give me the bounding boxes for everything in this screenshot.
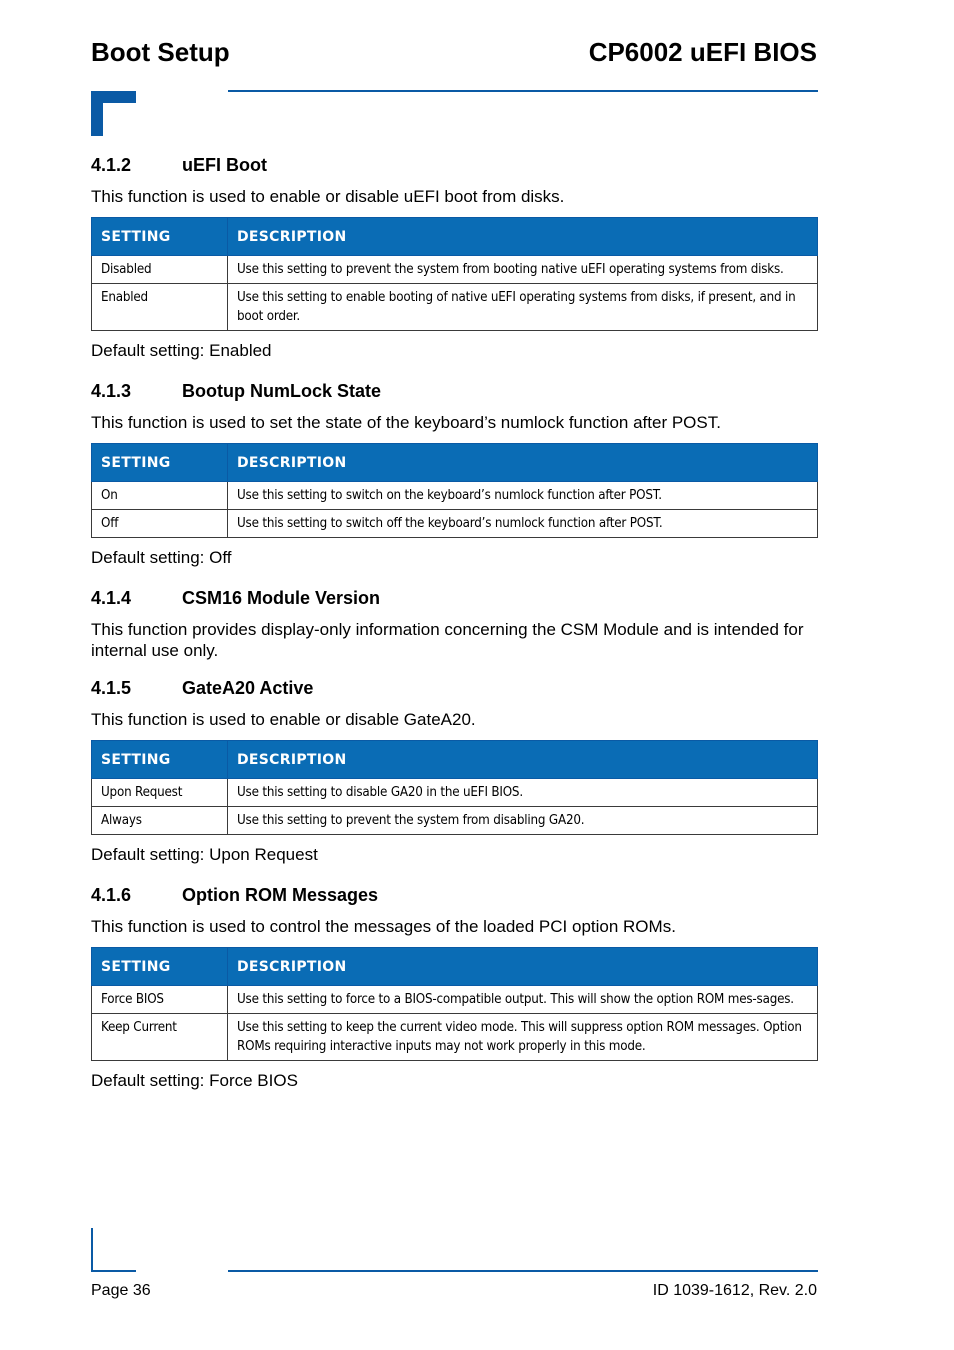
description-cell: Use this setting to prevent the system from disabling GA20. [228,807,818,835]
table-row [92,510,818,538]
header-setting: SETTING [92,948,228,986]
settings-table [91,947,818,1061]
section-option-rom [91,882,818,1091]
setting-cell: Enabled [92,284,228,331]
header-left-title: Boot Setup [91,37,230,67]
description-cell: Use this setting to switch on the keyboard’s numlock function after POST. [228,482,818,510]
page-content [91,150,818,1091]
section-intro: This function is used to enable or disable GateA20. [91,710,476,729]
description-cell: Use this setting to enable booting of native uEFI operating systems from disks, if present, and in boot order. [228,284,818,331]
setting-cell: On [92,482,228,510]
header-description: DESCRIPTION [228,741,818,779]
settings-table [91,217,818,331]
table-row [92,986,818,1014]
table-row [92,256,818,284]
settings-table [91,443,818,538]
header-description: DESCRIPTION [228,444,818,482]
default-setting: Default setting: Enabled [91,341,272,360]
section-heading: 4.1.3 Bootup NumLock State [91,381,382,401]
description-cell: Use this setting to disable GA20 in the uEFI BIOS. [228,779,818,807]
setting-cell: Force BIOS [92,986,228,1014]
corner-mark-horizontal [91,91,136,103]
footer-mark-horizontal [91,1270,136,1272]
table-header-row [92,218,818,256]
section-uefi-boot [91,152,818,361]
document-id: ID 1039-1612, Rev. 2.0 [652,1282,817,1299]
footer-rule [228,1270,818,1272]
header-setting: SETTING [92,444,228,482]
header-description: DESCRIPTION [228,948,818,986]
section-gatea20 [91,675,818,865]
setting-cell: Disabled [92,256,228,284]
description-cell: Use this setting to prevent the system from booting native uEFI operating systems from disks. [228,256,818,284]
section-intro: This function is used to set the state of the keyboard’s numlock function after POST. [91,413,721,432]
section-intro: This function is used to enable or disable uEFI boot from disks. [91,187,565,206]
header-right-title: CP6002 uEFI BIOS [588,37,817,67]
description-cell: Use this setting to force to a BIOS-compatible output. This will show the option ROM mes-sages. [228,986,818,1014]
header-setting: SETTING [92,741,228,779]
default-setting: Default setting: Upon Request [91,845,318,864]
header-description: DESCRIPTION [228,218,818,256]
table-row [92,284,818,331]
table-row [92,1014,818,1061]
footer-mark-vertical [91,1228,93,1272]
table-row [92,482,818,510]
settings-table [91,740,818,835]
default-setting: Default setting: Off [91,548,232,567]
setting-cell: Always [92,807,228,835]
table-header-row [92,444,818,482]
page-number: Page 36 [91,1282,151,1299]
description-cell: Use this setting to switch off the keyboard’s numlock function after POST. [228,510,818,538]
setting-cell: Off [92,510,228,538]
default-setting: Default setting: Force BIOS [91,1071,298,1090]
table-row [92,779,818,807]
description-cell: Use this setting to keep the current video mode. This will suppress option ROM messages. Option ROMs requiring interactive inputs may not work properly in this mode. [228,1014,818,1061]
setting-cell: Keep Current [92,1014,228,1061]
section-heading: 4.1.5 GateA20 Active [91,678,314,698]
header-setting: SETTING [92,218,228,256]
section-heading: 4.1.4 CSM16 Module Version [91,588,381,608]
table-row [92,807,818,835]
section-intro: This function is used to control the messages of the loaded PCI option ROMs. [91,917,676,936]
section-intro: This function provides display-only information concerning the CSM Module and is intended for internal use only. [91,620,804,660]
section-csm16-module [91,585,818,661]
section-bootup-numlock [91,378,818,568]
section-heading: 4.1.6 Option ROM Messages [91,885,379,905]
section-heading: 4.1.2 uEFI Boot [91,155,267,175]
table-header-row [92,948,818,986]
table-header-row [92,741,818,779]
header-rule [228,90,818,92]
setting-cell: Upon Request [92,779,228,807]
